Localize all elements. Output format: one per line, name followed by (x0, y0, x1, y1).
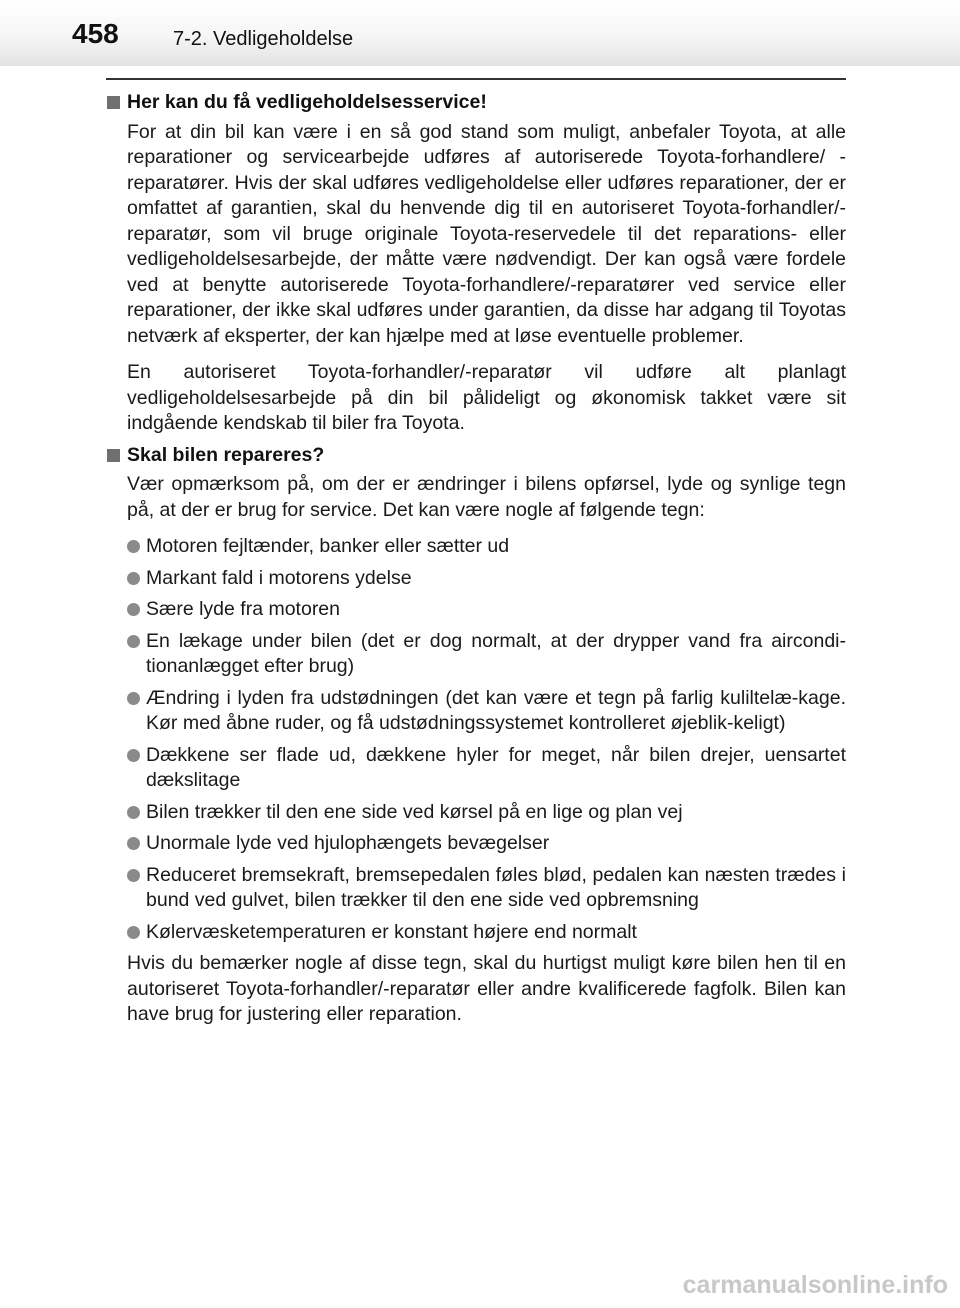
list-item: Unormale lyde ved hjulophængets bevægelser (127, 831, 846, 857)
chapter-title: 7-2. Vedligeholdelse (173, 28, 354, 50)
paragraph: For at din bil kan være i en så god stand som muligt, anbefaler Toyota, at alle reparationer og servicearbejde udføres af autoriserede Toyota-forhandlere/ -reparatører. Hvis der skal udføres vedligeholdelse eller udføres reparationer, der er omfattet af garantien, skal du henvende dig til en autoriseret Toyota-forhandler/-reparatør, som vil bruge originale Toyota-reservedele til det reparations- eller vedligeholdelsesarbejde, der måtte være nødvendigt. Der kan også være fordele ved at benytte autoriserede Toyota-forhandlere/-reparatører ved service eller reparationer, der ikke skal udføres under garantien, da disse har adgang til Toyotas netværk af eksperter, der kan hjælpe med at løse eventuelle problemer. (127, 120, 846, 347)
list-item: Reduceret bremsekraft, bremsepedalen føles blød, pedalen kan næsten trædes i bund ved gulvet, bilen trækker til den ene side ved opbremsning (127, 863, 846, 914)
circle-bullet-icon (127, 869, 140, 882)
page-header (0, 0, 960, 66)
list-item: Dækkene ser flade ud, dækkene hyler for meget, når bilen drejer, uensartet dækslitage (127, 743, 846, 794)
paragraph: Vær opmærksom på, om der er ændringer i bilens opførsel, lyde og synlige tegn på, at der er brug for service. Det kan være nogle af følgende tegn: (127, 473, 846, 521)
list-item: Markant fald i motorens ydelse (127, 566, 846, 592)
section-heading: Her kan du få vedligeholdelsesservice! (106, 90, 846, 116)
page-content (106, 90, 846, 1039)
section-heading: Skal bilen repareres? (106, 443, 846, 469)
list-item: Kølervæsketemperaturen er konstant højere end normalt (127, 920, 846, 946)
square-bullet-icon (107, 96, 120, 109)
circle-bullet-icon (127, 540, 140, 553)
square-bullet-icon (107, 449, 120, 462)
circle-bullet-icon (127, 635, 140, 648)
list-item: Sære lyde fra motoren (127, 597, 846, 623)
closing-paragraph: Hvis du bemærker nogle af disse tegn, skal du hurtigst muligt køre bilen hen til en autoriseret Toyota-forhandler/-reparatør eller andre kvalificerede fagfolk. Bilen kan have brug for justering eller reparation. (127, 952, 846, 1025)
list-item: Ændring i lyden fra udstødningen (det kan være et tegn på farlig kuliltelæ-kage. Kør med åbne ruder, og få udstødningssystemet kontrolleret øjeblik-keligt) (127, 686, 846, 737)
circle-bullet-icon (127, 603, 140, 616)
list-item: Motoren fejltænder, banker eller sætter ud (127, 534, 846, 560)
watermark: carmanualsonline.info (682, 1271, 948, 1299)
paragraph: En autoriseret Toyota-forhandler/-reparatør vil udføre alt planlagt vedligeholdelsesarbejde på din bil pålideligt og økonomisk takket være sit indgående kendskab til biler fra Toyota. (127, 361, 846, 434)
circle-bullet-icon (127, 692, 140, 705)
circle-bullet-icon (127, 837, 140, 850)
page-number: 458 (72, 18, 119, 49)
circle-bullet-icon (127, 749, 140, 762)
divider (106, 78, 846, 80)
list-item: En lækage under bilen (det er dog normalt, at der drypper vand fra aircondi-tionanlægget efter brug) (127, 629, 846, 680)
circle-bullet-icon (127, 572, 140, 585)
circle-bullet-icon (127, 926, 140, 939)
list-item: Bilen trækker til den ene side ved kørsel på en lige og plan vej (127, 800, 846, 826)
circle-bullet-icon (127, 806, 140, 819)
